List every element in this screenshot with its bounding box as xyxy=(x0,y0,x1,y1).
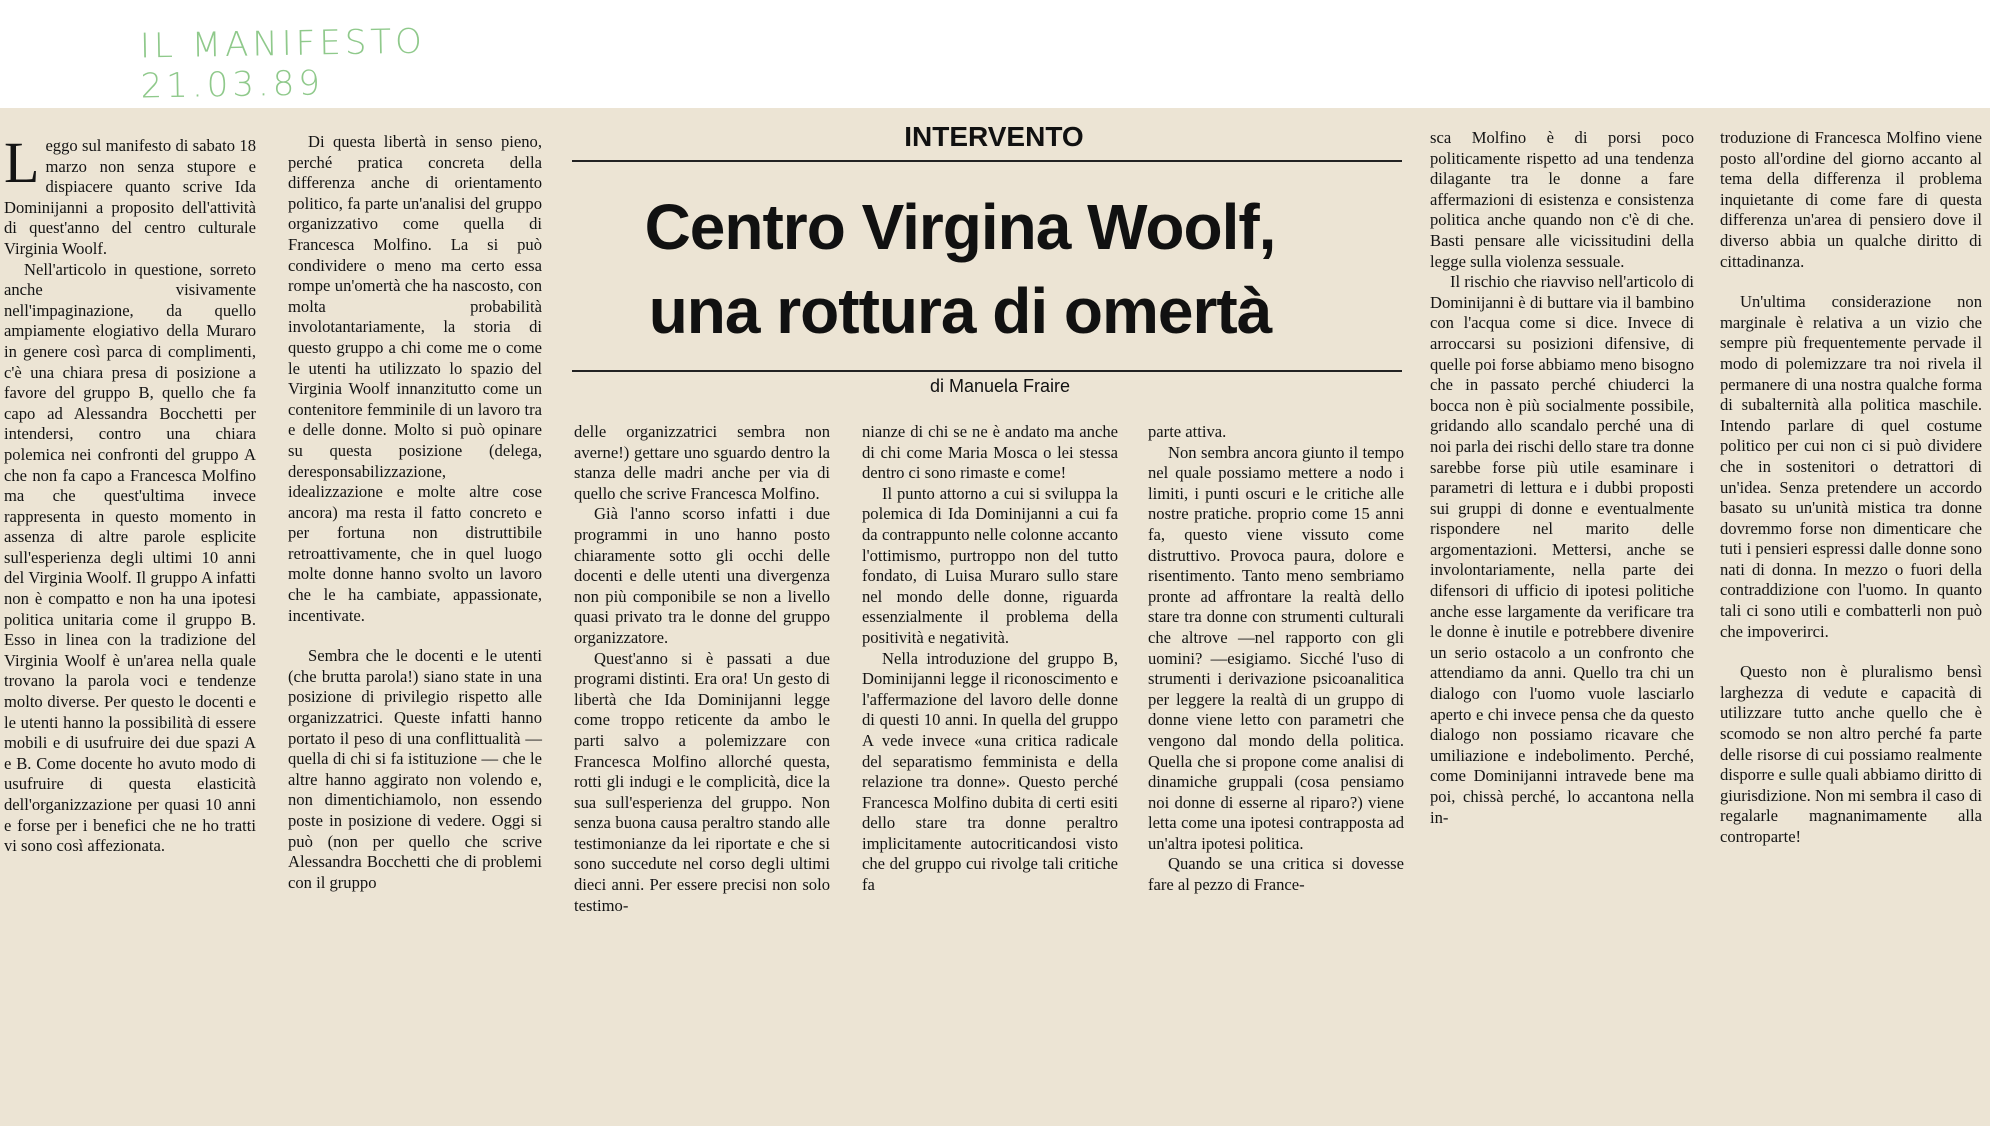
paragraph: Sembra che le docenti e le utenti (che brutta parola!) siano state in una posizione di privilegio rispetto alle organizzatrici. Queste infatti hanno portato il peso di una conflittualità — quella di chi si fa istituzione — che le altre hanno aggirato non volendo e, non dimentichiamolo, non essendo poste in posizione di vedere. Oggi si può (non per quello che scrive Alessandra Bocchetti che di problemi con il gruppo xyxy=(288,646,542,892)
paragraph: Quando se una critica si dovesse fare al pezzo di France- xyxy=(1148,854,1404,895)
article-title xyxy=(580,185,1340,353)
paragraph: Il rischio che riavviso nell'articolo di Dominijanni è di buttare via il bambino con l'acqua come si dice. Invece di arroccarsi su posizioni difensive, di quelle poi forse abbiamo meno bisogno che in passato perché chiuderci la bocca non è più socialmente possibile, gridando allo scandalo perché una di noi parla dei rischi dello stare tra donne sarebbe forse più utile esaminare i parametri di lettura e i dubbi proposti sui gruppi di donne e eventualmente rispondere nel marito delle argomentazioni. Mettersi, anche se involontariamente, nella parte dei difensori di ufficio di ipotesi politiche anche esse largamente da verificare tra le donne è inutile e potrebbere divenire un serio ostacolo a un confronto che attendiamo da anni. Quello tra chi un dialogo con l'uomo vuole lasciarlo aperto e chi invece pensa che da questo dialogo non possiamo ricavare che umiliazione e indebolimento. Perché, come Dominijanni intravede bene ma poi, chissà perché, lo accantona nella in- xyxy=(1430,272,1694,827)
column-2 xyxy=(288,132,542,893)
column-5 xyxy=(1148,422,1404,896)
annotation-date: 21.03.89 xyxy=(140,63,325,107)
paragraph-text: eggo sul manifesto di sabato 18 marzo non senza stupore e dispiacere quanto scrive Ida Dominijanni a proposito dell'attività di quest'anno del centro culturale Virginia Woolf. xyxy=(4,136,256,258)
paragraph: Quest'anno si è passati a due programi distinti. Era ora! Un gesto di libertà che Ida Dominijanni legge come troppo reticente da ambo le parti salvo a polemizzare con Francesca Molfino allorché questa, rotti gli indugi e le complicità, dice la sua sull'esperienza del gruppo. Non senza buona causa peraltro stando alle testimonianze da lei riportate e che si sono succedute nel corso degli ultimi dieci anni. Per essere precisi non solo testimo- xyxy=(574,648,830,915)
paragraph xyxy=(4,130,256,260)
paragraph: nianze di chi se ne è andato ma anche di chi come Maria Mosca o lei stessa dentro ci sono rimaste e come! xyxy=(862,422,1118,483)
paragraph: Nella introduzione del gruppo B, Dominijanni legge il riconoscimento e l'affermazione del lavoro delle donne di questi 10 anni. In quella del gruppo A vede invece «una critica radicale del separatismo femminista e della relazione tra donne». Questo perché Francesca Molfino dubita di certi esiti dello stare tra donne peraltro implicitamente autocriticandosi visto che del gruppo cui rivolge tali critiche fa xyxy=(862,648,1118,895)
paragraph: Già l'anno scorso infatti i due programmi in uno hanno posto chiaramente sotto gli occhi delle docenti e delle utenti una divergenza non più componibile se non a livello quasi privato tra le donne del gruppo organizzatore. xyxy=(574,504,830,647)
paragraph: Nell'articolo in questione, sorreto anche visivamente nell'impaginazione, da quello ampiamente elogiativo della Muraro in genere così parca di complimenti, c'è una chiara presa di posizione a favore del gruppo B, quello che fa capo ad Alessandra Bocchetti per intendersi, contro una chiara polemica nei confronti del gruppo A che non fa capo a Francesca Molfino ma che quest'ultima invece rappresenta in questo momento in assenza di altre parole esplicite sull'esperienza degli ultimi 10 anni del Virginia Woolf. Il gruppo A infatti non è compatto e non ha una ipotesi politica unitaria come il gruppo B. Esso in linea con la tradizione del Virginia Woolf è un'area nella quale trovano la parola voci e tendenze molto diverse. Per questo le docenti e le utenti hanno la possibilità di essere mobili e di usufruire dei due spazi A e B. Come docente ho avuto modo di usufruire di questa elasticità dell'organizzazione per quasi 10 anni e forse per i benefici che ne ho tratti vi sono così affezionata. xyxy=(4,259,256,856)
paragraph: sca Molfino è di porsi poco politicamente rispetto ad una tendenza dilagante tra le donne a fare affermazioni di esistenza e consistenza politica anche quando non c'è di che. Basti pensare alle vicissitudini della legge sulla violenza sessuale. xyxy=(1430,128,1694,271)
paragraph: Di questa libertà in senso pieno, perché pratica concreta della differenza anche di orientamento politico, fa parte un'analisi del gruppo organizzativo come quella di Francesca Molfino. La si può condividere o meno ma certo essa rompe un'omertà che ha nascosto, con molta probabilità involotantariamente, la storia di questo gruppo a chi come me o come le utenti ha utilizzato lo spazio del Virginia Woolf innanzitutto come un contenitore femminile di un lavoro tra e delle donne. Molto si può opinare su questa posizione (delega, deresponsabilizzazione, idealizzazione e molte altre cose ancora) ma resta il fatto concreto e per fortuna non distruttibile retroattivamente, che in quel luogo molte donne hanno svolto un lavoro che le ha cambiate, appassionate, incentivate. xyxy=(288,132,542,625)
title-line-2: una rottura di omertà xyxy=(648,275,1272,347)
paragraph: Un'ultima considerazione non marginale è relativa a un vizio che sempre più frequentemente pervade il modo di polemizzare tra noi rivela il permanere di una nostra qualche forma di subalternità alla politica maschile. Intendo parlare di quel costume politico per cui non ci si può dividere che in sostenitori o detrattori di un'idea. Senza pretendere un accordo basato su un'unità mistica tra donne dovremmo forse non dimenticare che tuti i pensieri espressi dalle donne sono nati di donna. In mezzo o fuori della contraddizione con l'uomo. In quanto tali ci sono utili e combatterli non può che impoverirci. xyxy=(1720,292,1982,641)
byline: di Manuela Fraire xyxy=(929,376,1071,396)
clipping-edge xyxy=(1990,108,2000,1126)
article-kicker: INTERVENTO xyxy=(904,121,1084,152)
annotation-source: IL MANIFESTO xyxy=(139,21,427,67)
title-line-1: Centro Virgina Woolf, xyxy=(644,191,1276,263)
column-7 xyxy=(1720,128,1982,848)
bottom-rule xyxy=(572,370,1402,372)
paragraph: Il punto attorno a cui si sviluppa la polemica di Ida Dominijanni a cui fa da contrappunto nelle colonne accanto l'ottimismo, purtroppo non del tutto fondato, di Luisa Muraro sullo stare nel mondo delle donne, riguarda essenzialmente il problema della positività e negatività. xyxy=(862,483,1118,647)
column-6 xyxy=(1430,128,1694,828)
handwritten-annotation xyxy=(139,17,661,107)
paragraph: Non sembra ancora giunto il tempo nel quale possiamo mettere a nodo i limiti, i punti oscuri e le critiche alle nostre pratiche. proprio come 15 anni fa, questo viene vissuto come distruttivo. Provoca paura, dolore e risentimento. Tanto meno sembriamo pronte ad affrontare la realtà dello stare tra donne con strumenti culturali che altrove —nel rapporto con gli uomini? —esigiamo. Sicché l'uso di strumenti i derivazione psicoanalitica per leggere la realtà di un gruppo di donne viene letto con parametri che vengono dal mondo della politica. Quella che si propone come analisi di dinamiche gruppali (cosa pensiamo noi donne di esserne al riparo?) viene letta come una ipotesi contrapposta ad un'altra ipotesi politica. xyxy=(1148,442,1404,853)
top-rule xyxy=(572,160,1402,162)
paragraph: delle organizzatrici sembra non averne!) gettare uno sguardo dentro la stanza delle madri anche per via di quello che scrive Francesca Molfino. xyxy=(574,422,830,503)
column-4 xyxy=(862,422,1118,896)
column-3 xyxy=(574,422,830,916)
paragraph: parte attiva. xyxy=(1148,422,1227,441)
column-1 xyxy=(4,130,256,857)
paragraph: troduzione di Francesca Molfino viene posto all'ordine del giorno accanto al tema della differenza il problema inquietante di come fare di questa differenza un'area di pensiero dove il diverso abbia un qualche diritto di cittadinanza. xyxy=(1720,128,1982,271)
drop-cap: L xyxy=(4,130,40,195)
paragraph: Questo non è pluralismo bensì larghezza di vedute e capacità di utilizzare tutto anche quello che è scomodo se non altro perché fa parte delle risorse di cui possiamo realmente disporre e sulle quali abbiamo diritto di giurisdizione. Non mi sembra il caso di regalarle magnanimamente alla controparte! xyxy=(1720,662,1982,846)
